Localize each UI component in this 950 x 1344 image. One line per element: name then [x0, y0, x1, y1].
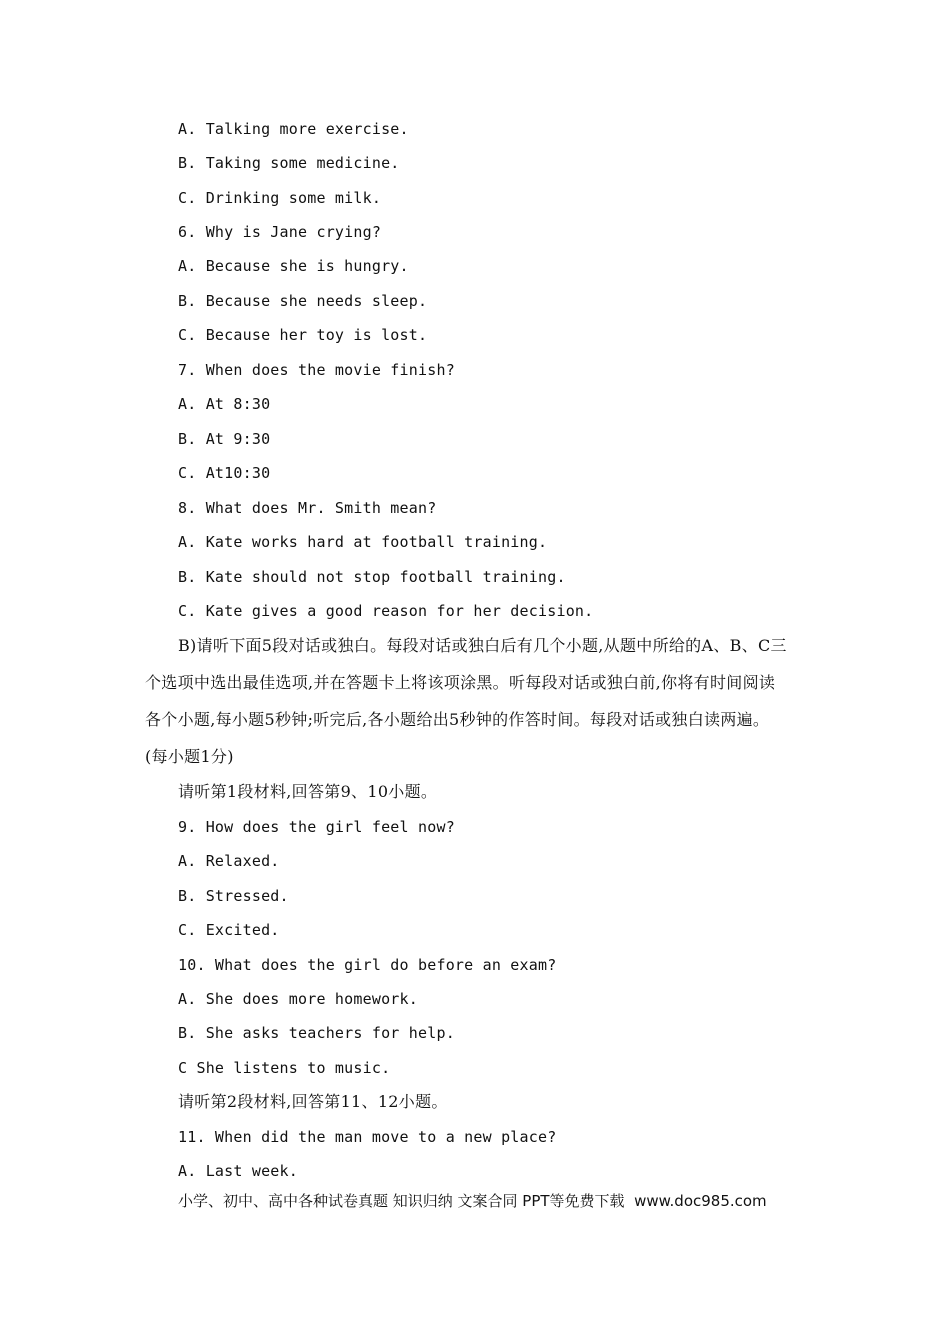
option-line: C. Kate gives a good reason for her decision.: [178, 602, 594, 620]
option-line: A. Kate works hard at football training.: [178, 533, 548, 551]
part-instruction: 请听第1段材料,回答第9、10小题。: [178, 782, 438, 801]
question-line: 9. How does the girl feel now?: [178, 818, 455, 836]
question-line: 7. When does the movie finish?: [178, 361, 455, 379]
option-line: B. At 9:30: [178, 430, 271, 448]
option-line: B. Kate should not stop football training.: [178, 568, 566, 586]
option-line: A. Because she is hungry.: [178, 257, 409, 275]
option-line: A. At 8:30: [178, 395, 271, 413]
question-line: 11. When did the man move to a new place?: [178, 1128, 557, 1146]
option-line: B. Stressed.: [178, 887, 289, 905]
question-line: 10. What does the girl do before an exam?: [178, 956, 557, 974]
section-b-instructions: B)请听下面5段对话或独白。每段对话或独白后有几个小题,从题中所给的A、B、C三: [178, 636, 787, 655]
option-line: A. She does more homework.: [178, 990, 418, 1008]
page-footer: 小学、初中、高中各种试卷真题 知识归纳 文案合同 PPT等免费下载 www.doc985.com: [178, 1192, 767, 1210]
option-line: C. Excited.: [178, 921, 280, 939]
option-line: B. Because she needs sleep.: [178, 292, 428, 310]
option-line: A. Relaxed.: [178, 852, 280, 870]
section-b-instructions: 个选项中选出最佳选项,并在答题卡上将该项涂黑。听每段对话或独白前,你将有时间阅读: [145, 673, 776, 692]
option-line: B. She asks teachers for help.: [178, 1024, 455, 1042]
section-b-instructions: (每小题1分): [145, 747, 234, 766]
option-line: C She listens to music.: [178, 1059, 391, 1077]
question-line: 8. What does Mr. Smith mean?: [178, 499, 437, 517]
section-b-instructions: 各个小题,每小题5秒钟;听完后,各小题给出5秒钟的作答时间。每段对话或独白读两遍。: [145, 710, 770, 729]
question-line: 6. Why is Jane crying?: [178, 223, 382, 241]
option-line: A. Last week.: [178, 1162, 298, 1180]
option-line: C. At10:30: [178, 464, 271, 482]
option-line: C. Drinking some milk.: [178, 189, 382, 207]
option-line: B. Taking some medicine.: [178, 154, 400, 172]
part-instruction: 请听第2段材料,回答第11、12小题。: [178, 1092, 448, 1111]
option-line: C. Because her toy is lost.: [178, 326, 428, 344]
option-line: A. Talking more exercise.: [178, 120, 409, 138]
